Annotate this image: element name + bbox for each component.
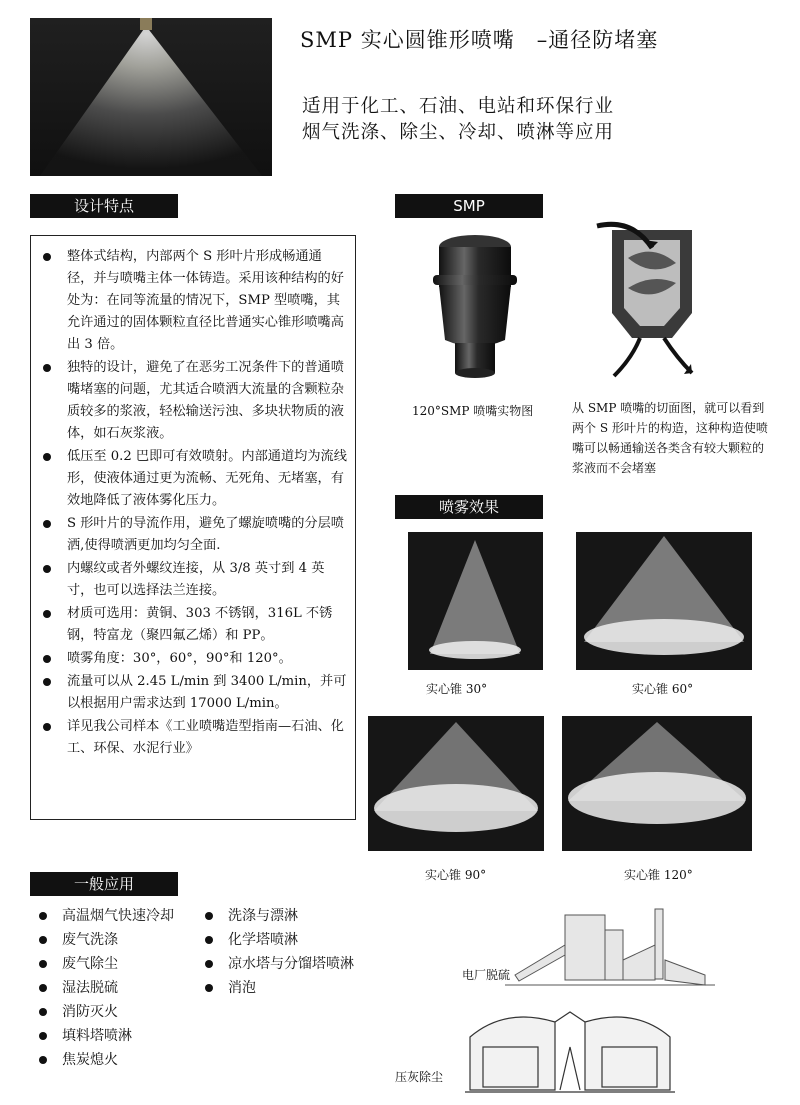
- bullet-icon: [205, 960, 213, 968]
- smp-nozzle-photo: [425, 225, 525, 390]
- bullet-icon: [43, 453, 51, 461]
- feature-item: 材质可选用：黄铜、303 不锈钢，316L 不锈钢，特富龙（聚四氟乙烯）和 PP。: [41, 603, 347, 647]
- dust-removal-caption: 压灰除尘: [395, 1070, 444, 1084]
- smp-cutaway-diagram: [592, 218, 712, 383]
- hero-spray-photo: [30, 18, 272, 176]
- feature-item: 独特的设计，避免了在恶劣工况条件下的普通喷嘴堵塞的问题，尤其适合喷洒大流量的含颗粒杂质较多的浆液，轻松输送污浊、多块状物质的液体，如石灰浆液。: [41, 357, 347, 445]
- bullet-icon: [39, 984, 47, 992]
- list-item: 高温烟气快速冷却: [30, 905, 174, 929]
- dust-plant-drawing: [465, 1002, 675, 1097]
- bullet-icon: [43, 678, 51, 686]
- bullet-icon: [39, 912, 47, 920]
- design-features-list: [30, 235, 356, 820]
- feature-item: 低压至 0.2 巴即可有效喷射。内部通道均为流线形，使液体通过更为流畅、无死角、无堵塞，有效地降低了液体雾化压力。: [41, 446, 347, 512]
- spray-photo-30: [408, 532, 543, 670]
- power-plant-icon: [505, 905, 715, 990]
- list-item: 化学塔喷淋: [196, 929, 354, 953]
- bullet-icon: [43, 610, 51, 618]
- dust-facility-icon: [465, 1002, 675, 1097]
- spray-cone-120: [562, 716, 752, 851]
- applications-list: [30, 905, 360, 1095]
- applications-column-2: [196, 905, 354, 1001]
- list-item: 凉水塔与分馏塔喷淋: [196, 953, 354, 977]
- list-item: 消泡: [196, 977, 354, 1001]
- spray-photo-120: [562, 716, 752, 851]
- spray-caption-120: 实心锥 120°: [624, 868, 693, 882]
- bullet-icon: [39, 960, 47, 968]
- spray-photo-60: [576, 532, 752, 670]
- applications-heading: 一般应用: [30, 872, 178, 896]
- spray-cone-60: [576, 532, 752, 670]
- page-title: SMP 实心圆锥形喷嘴 –通径防堵塞: [300, 28, 659, 52]
- list-item: 填料塔喷淋: [30, 1025, 174, 1049]
- desulfurization-plant-drawing: [505, 905, 715, 990]
- subtitle-line-1: 适用于化工、石油、电站和环保行业: [302, 96, 615, 117]
- list-item: 消防灭火: [30, 1001, 174, 1025]
- bullet-icon: [43, 565, 51, 573]
- smp-cutaway-caption: 从 SMP 喷嘴的切面图，就可以看到两个 S 形叶片的构造，这种构造使喷嘴可以畅通输送各类含有较大颗粒的浆液而不会堵塞: [572, 401, 768, 475]
- feature-item: 内螺纹或者外螺纹连接，从 3/8 英寸到 4 英寸，也可以选择法兰连接。: [41, 558, 347, 602]
- feature-item: 流量可以从 2.45 L/min 到 3400 L/min，并可以根据用户需求达到 17000 L/min。: [41, 671, 347, 715]
- spray-cone-30: [408, 532, 543, 670]
- feature-item: 详见我公司样本《工业喷嘴造型指南—石油、化工、环保、水泥行业》: [41, 716, 347, 760]
- bullet-icon: [43, 520, 51, 528]
- bullet-icon: [205, 984, 213, 992]
- feature-item: 喷雾角度：30°，60°，90°和 120°。: [41, 648, 347, 670]
- nozzle-icon: [425, 225, 525, 390]
- smp-photo-caption: 120°SMP 喷嘴实物图: [412, 404, 534, 418]
- list-item: 废气洗涤: [30, 929, 174, 953]
- list-item: 废气除尘: [30, 953, 174, 977]
- list-item: 洗涤与漂淋: [196, 905, 354, 929]
- subtitle-line-2: 烟气洗涤、除尘、冷却、喷淋等应用: [302, 122, 615, 143]
- spray-photo-90: [368, 716, 544, 851]
- bullet-icon: [39, 1032, 47, 1040]
- bullet-icon: [43, 723, 51, 731]
- bullet-icon: [43, 655, 51, 663]
- bullet-icon: [39, 1056, 47, 1064]
- smp-heading: SMP: [395, 194, 543, 218]
- spray-cone-90: [368, 716, 544, 851]
- feature-item: S 形叶片的导流作用，避免了螺旋喷嘴的分层喷洒,使得喷洒更加均匀全面.: [41, 513, 347, 557]
- bullet-icon: [205, 936, 213, 944]
- spray-effect-heading: 喷雾效果: [395, 495, 543, 519]
- cutaway-icon: [592, 218, 712, 383]
- spray-caption-60: 实心锥 60°: [632, 682, 694, 696]
- bullet-icon: [43, 364, 51, 372]
- spray-caption-30: 实心锥 30°: [426, 682, 488, 696]
- list-item: 焦炭熄火: [30, 1049, 174, 1073]
- desulfurization-caption: 电厂脱硫: [462, 968, 511, 982]
- bullet-icon: [205, 912, 213, 920]
- spray-image: [30, 18, 272, 176]
- spray-caption-90: 实心锥 90°: [425, 868, 487, 882]
- bullet-icon: [39, 936, 47, 944]
- list-item: 湿法脱硫: [30, 977, 174, 1001]
- bullet-icon: [39, 1008, 47, 1016]
- feature-item: 整体式结构，内部两个 S 形叶片形成畅通通径，并与喷嘴主体一体铸造。采用该种结构的好处为：在同等流量的情况下，SMP 型喷嘴，其允许通过的固体颗粒直径比普通实心锥形喷嘴高出 3 倍。: [41, 246, 347, 356]
- design-features-heading: 设计特点: [30, 194, 178, 218]
- bullet-icon: [43, 253, 51, 261]
- applications-column-1: [30, 905, 174, 1073]
